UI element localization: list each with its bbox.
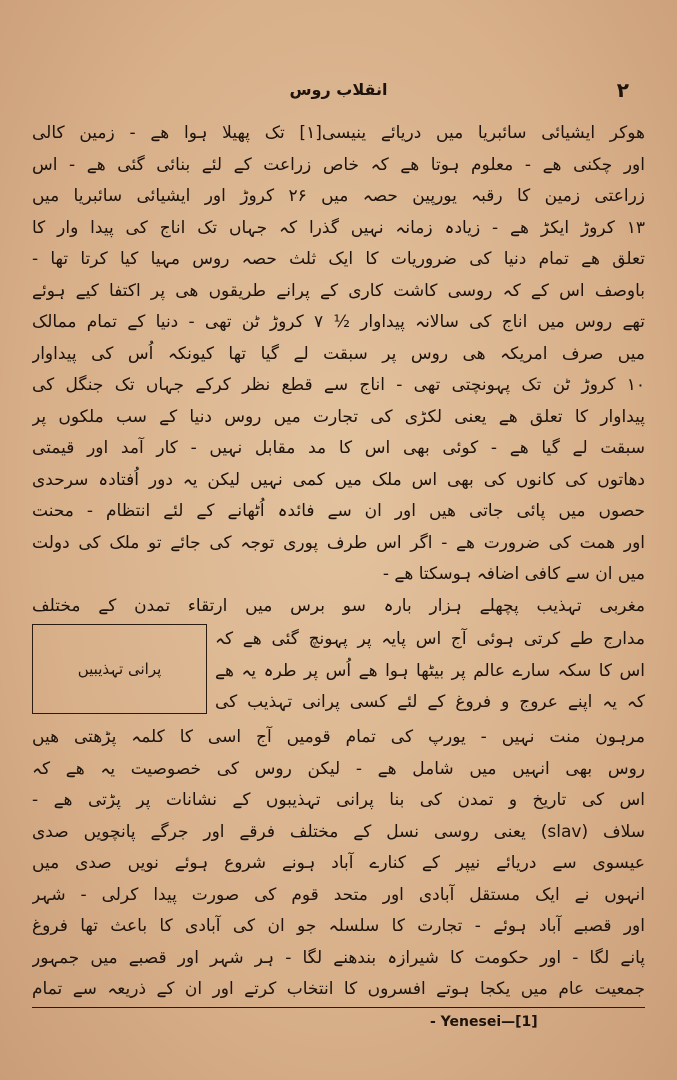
text-line: تعلق ھے تمام دنیا کی ضروریات کا ایک ثلث حصہ روس مہیا کیا کرتا تھا - xyxy=(32,249,645,269)
text-line: دھاتوں کی کانوں کی بھی اس ملک میں کمی نہیں لیکن یہ دور اُفتادہ سرحدی xyxy=(32,469,645,490)
footnote-rule xyxy=(32,1007,645,1008)
text-line: مرہون منت نہیں - یورپ کی تمام قومیں آج اسی کا کلمہ پڑھتی ھیں xyxy=(32,727,645,747)
side-heading-box xyxy=(32,624,207,714)
running-title: انقلاب روس xyxy=(289,80,388,99)
text-line: اس کی تاریخ و تمدن کی بنا پرانی تہذیبوں کے نشانات پر پڑتی ھے - xyxy=(32,790,645,810)
text-line: سبقت لے گیا ھے - کوئی بھی اس کا مد مقابل نہیں - کار آمد اور قیمتی xyxy=(32,438,645,458)
text-line: ۱۳ کروڑ ایکڑ ھے - زیادہ زمانہ نہیں گذرا کہ جہاں تک اناج کی پیدا وار کا xyxy=(32,217,645,238)
side-heading: پرانی تہذیبیں xyxy=(77,660,162,678)
text-line: انہوں نے ایک مستقل آبادی اور متحد قوم کی صورت پیدا کرلی - شہر xyxy=(32,884,645,905)
text-line: اور ھمت کی ضرورت ھے - اگر اس طرف پوری توجہ کی جائے تو ملک کی دولت xyxy=(32,532,645,553)
text-line: ھوکر ایشیائی سائبریا میں دریائے ینیسی[۱] تک پھیلا ہوا ھے - زمین کالی xyxy=(32,123,645,143)
text-line: مدارج طے کرتی ہوئی آج اس پایہ پر پہونچ گئی ھے کہ xyxy=(215,629,645,649)
text-line: اور قصبے آباد ہوئے - تجارت کا سلسلہ جو ان کی آبادی کا باعث تھا فروغ xyxy=(32,916,645,936)
paragraph-2 xyxy=(32,591,645,1006)
text-line: سلاف (slav) یعنی روسی نسل کے مختلف فرقے اور جرگے پانچویں صدی xyxy=(32,821,645,842)
boxed-section xyxy=(32,624,645,720)
page-body xyxy=(32,118,645,1006)
text-line: اس کا سکہ سارے عالم پر بیٹھا ہوا ھے اُس پر طرہ یہ ھے xyxy=(215,660,645,681)
text-line: میں ان سے کافی اضافہ ہوسکتا ھے - xyxy=(382,564,645,584)
text-line: حصوں میں پائی جاتی ھیں اور ان سے فائدہ اُٹھانے کے لئے انتظام - محنت xyxy=(32,501,645,521)
text-line: جمعیت عام میں یکجا ہوتے افسروں کا انتخاب کرتے اور ان کے ذریعہ سے تمام xyxy=(32,979,645,999)
text-line: ۱۰ کروڑ ٹن تک پہونچتی تھی - اناج سے قطع نظر کرکے جہاں تک جنگل کی xyxy=(32,375,645,395)
text-line: اور چکنی ھے - معلوم ہوتا ھے کہ خاص زراعت کے لئے بنائی گئی ھے - اس xyxy=(32,154,645,175)
boxed-text xyxy=(215,624,645,719)
text-line: زراعتی زمین کا رقبہ یورپین حصہ میں ۲۶ کروڑ اور ایشیائی سائبریا میں xyxy=(32,186,645,206)
text-line: پیداوار کا تعلق ھے یعنی لکڑی کی تجارت میں روس دنیا کے سب ملکوں پر xyxy=(32,406,645,427)
text-line: باوصف اس کے کہ روسی کاشت کاری کے پرانے طریقوں ھی پر اکتفا کیے ہوئے xyxy=(32,280,645,301)
text-line: میں صرف امریکہ ھی روس پر سبقت لے گیا تھا کیونکہ اُس کی پیداوار xyxy=(32,343,645,364)
text-line: مغربی تہذیب پچھلے ہزار بارہ سو برس میں ارتقاء تمدن کے مختلف xyxy=(32,595,645,616)
text-line: روس بھی انہیں میں شامل ھے - لیکن روس کی خصوصیت یہ ھے کہ xyxy=(32,758,645,779)
footnote: - Yenesei—[1] xyxy=(430,1014,538,1030)
paragraph-1 xyxy=(32,118,645,591)
page-header xyxy=(36,78,641,106)
page-number: ۲ xyxy=(616,78,629,102)
text-line: پانے لگا - اور حکومت کا شیرازہ بندھنے لگا - ہر شہر اور قصبے میں جمہور xyxy=(32,947,645,968)
text-line: تھے روس میں اناج کی سالانہ پیداوار ½ ۷ کروڑ ٹن تھی - دنیا کے تمام ممالک xyxy=(32,312,645,332)
text-line: کہ یہ اپنے عروج و فروغ کے لئے کسی پرانی تہذیب کی xyxy=(215,692,645,712)
text-line: عیسوی سے دریائے نیپر کے کنارے آباد ہونے شروع ہوئے نویں صدی میں xyxy=(32,853,645,873)
